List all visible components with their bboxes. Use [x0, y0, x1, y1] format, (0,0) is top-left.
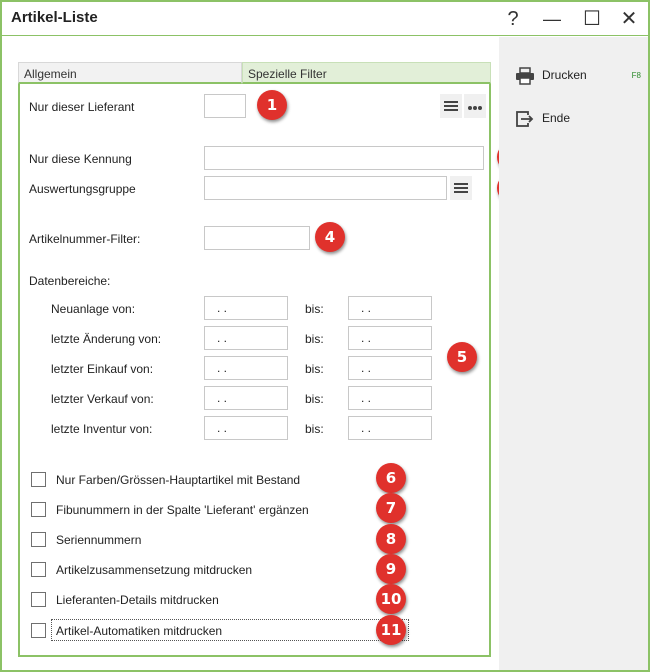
neuanlage-from-input[interactable]: . . — [204, 296, 288, 320]
aenderung-label: letzte Änderung von: — [51, 332, 162, 346]
bis-label: bis: — [305, 422, 324, 436]
list-icon[interactable] — [450, 176, 472, 200]
close-button[interactable]: ✕ — [620, 8, 638, 30]
kennung-label: Nur diese Kennung — [29, 152, 132, 166]
tab-bar — [18, 62, 491, 84]
einkauf-to-input[interactable]: . . — [348, 356, 432, 380]
print-label: Drucken — [542, 68, 587, 82]
artnr-input[interactable] — [204, 226, 310, 250]
badge-6: 6 — [376, 463, 406, 493]
print-button[interactable] — [515, 65, 641, 87]
inventur-from-input[interactable]: . . — [204, 416, 288, 440]
print-shortcut: F8 — [631, 71, 641, 80]
zusammensetzung-label[interactable]: Artikelzusammensetzung mitdrucken — [56, 563, 253, 577]
list-icon[interactable] — [440, 94, 462, 118]
datenbereiche-heading: Datenbereiche: — [29, 274, 111, 288]
badge-8: 8 — [376, 524, 406, 554]
badge-10: 10 — [376, 584, 406, 614]
gruppe-label: Auswertungsgruppe — [29, 182, 136, 196]
verkauf-to-input[interactable]: . . — [348, 386, 432, 410]
artnr-label: Artikelnummer-Filter: — [29, 232, 141, 246]
kennung-input[interactable] — [204, 146, 484, 170]
window-title: Artikel-Liste — [11, 9, 98, 26]
einkauf-from-input[interactable]: . . — [204, 356, 288, 380]
main-area — [2, 37, 499, 670]
bis-label: bis: — [305, 302, 324, 316]
inventur-to-input[interactable]: . . — [348, 416, 432, 440]
lieferant-label: Nur dieser Lieferant — [29, 100, 135, 114]
bis-label: bis: — [305, 392, 324, 406]
fibu-label[interactable]: Fibunummern in der Spalte 'Lieferant' ergänzen — [56, 503, 309, 517]
lieferant-input[interactable] — [204, 94, 246, 118]
minimize-button[interactable]: — — [543, 9, 561, 29]
more-icon[interactable] — [464, 94, 486, 118]
gruppe-input[interactable] — [204, 176, 447, 200]
lieferanten-details-checkbox[interactable] — [31, 592, 46, 607]
bis-label: bis: — [305, 362, 324, 376]
einkauf-label: letzter Einkauf von: — [51, 362, 154, 376]
aenderung-to-input[interactable]: . . — [348, 326, 432, 350]
automatiken-checkbox[interactable] — [31, 623, 46, 638]
serien-checkbox[interactable] — [31, 532, 46, 547]
titlebar — [2, 2, 648, 36]
badge-4: 4 — [315, 222, 345, 252]
verkauf-from-input[interactable]: . . — [204, 386, 288, 410]
badge-1: 1 — [257, 90, 287, 120]
serien-label[interactable]: Seriennummern — [56, 533, 142, 547]
bestand-checkbox[interactable] — [31, 472, 46, 487]
inventur-label: letzte Inventur von: — [51, 422, 153, 436]
tab-spezielle-filter[interactable]: Spezielle Filter — [242, 62, 491, 84]
automatiken-label[interactable]: Artikel-Automatiken mitdrucken — [56, 624, 223, 638]
maximize-button[interactable]: ☐ — [583, 8, 601, 30]
help-button[interactable]: ? — [507, 8, 519, 30]
end-label: Ende — [542, 111, 571, 125]
aenderung-from-input[interactable]: . . — [204, 326, 288, 350]
fibu-checkbox[interactable] — [31, 502, 46, 517]
verkauf-label: letzter Verkauf von: — [51, 392, 154, 406]
badge-5: 5 — [447, 342, 477, 372]
neuanlage-label: Neuanlage von: — [51, 302, 136, 316]
badge-9: 9 — [376, 554, 406, 584]
printer-icon — [515, 67, 535, 85]
neuanlage-to-input[interactable]: . . — [348, 296, 432, 320]
lieferanten-details-label[interactable]: Lieferanten-Details mitdrucken — [56, 593, 219, 607]
exit-icon — [515, 110, 535, 128]
tab-allgemein[interactable]: Allgemein — [18, 62, 242, 84]
zusammensetzung-checkbox[interactable] — [31, 562, 46, 577]
bestand-label[interactable]: Nur Farben/Grössen-Hauptartikel mit Bestand — [56, 473, 301, 487]
badge-11: 11 — [376, 615, 406, 645]
bis-label: bis: — [305, 332, 324, 346]
end-button[interactable] — [515, 108, 641, 130]
filter-panel — [18, 84, 491, 657]
badge-7: 7 — [376, 493, 406, 523]
sidebar — [499, 37, 648, 670]
